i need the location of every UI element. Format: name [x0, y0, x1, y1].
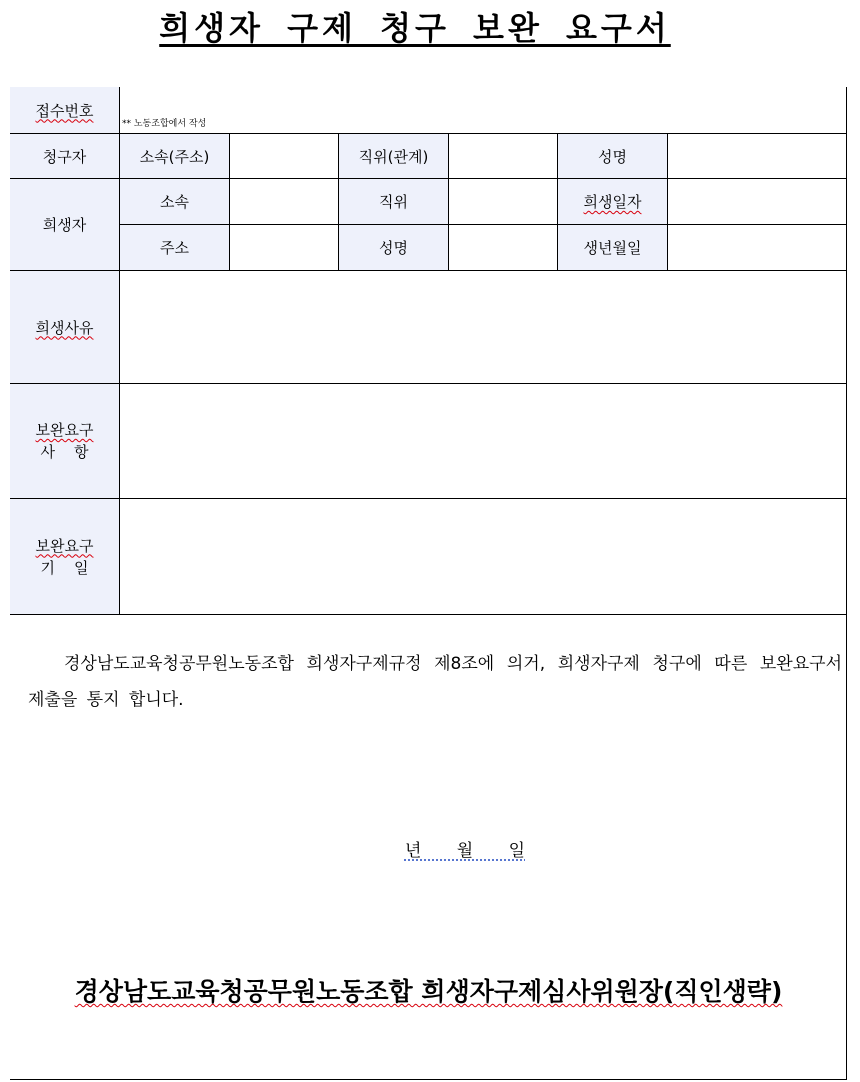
victim-position-label-cell — [339, 179, 449, 225]
document-title: 희생자 구제 청구 보완 요구서 — [159, 9, 671, 47]
receipt-number-field[interactable] — [120, 87, 847, 134]
receipt-label-cell — [10, 87, 120, 134]
claimant-affiliation-label-cell — [120, 134, 230, 179]
supplement-items-label-line2: 사 항 — [40, 443, 89, 461]
victim-position-label: 직위 — [379, 193, 408, 211]
victim-date-field[interactable] — [668, 179, 847, 225]
reason-field[interactable] — [120, 271, 847, 384]
victim-name-field[interactable] — [449, 225, 558, 271]
reason-label: 희생사유 — [35, 318, 94, 337]
supplement-deadline-label-line1: 보완요구 — [35, 536, 94, 555]
supplement-deadline-label-line2: 기 일 — [40, 558, 89, 577]
victim-address-field[interactable] — [230, 225, 339, 271]
supplement-items-field[interactable] — [120, 384, 847, 499]
claimant-label-cell — [10, 134, 120, 179]
claimant-label: 청구자 — [42, 147, 87, 166]
victim-birth-label: 생년월일 — [583, 239, 642, 257]
claimant-affiliation-field[interactable] — [230, 134, 339, 179]
claimant-name-label: 성명 — [598, 147, 627, 166]
receipt-note: ** 노동조합에서 작성 — [122, 119, 207, 129]
supplement-deadline-field[interactable] — [120, 499, 847, 615]
victim-date-label: 희생일자 — [583, 193, 642, 211]
notice-signature-text: 경상남도교육청공무원노동조합 희생자구제심사위원장(직인생략) — [74, 977, 783, 1006]
victim-name-label: 성명 — [379, 239, 408, 257]
victim-label-cell — [10, 179, 120, 271]
victim-position-field[interactable] — [449, 179, 558, 225]
victim-affiliation-label: 소속 — [160, 193, 189, 211]
claimant-name-label-cell — [558, 134, 668, 179]
notice-date-line: 년 월 일 — [404, 841, 526, 861]
victim-birth-field[interactable] — [668, 225, 847, 271]
victim-name-label-cell — [339, 225, 449, 271]
claimant-name-field[interactable] — [668, 134, 847, 179]
supplement-items-label-cell — [10, 384, 120, 499]
victim-date-label-cell — [558, 179, 668, 225]
victim-affiliation-field[interactable] — [230, 179, 339, 225]
claimant-affiliation-label: 소속(주소) — [139, 147, 210, 166]
supplement-items-label-line1: 보완요구 — [35, 421, 94, 439]
victim-birth-label-cell — [558, 225, 668, 271]
supplement-deadline-label-cell — [10, 499, 120, 615]
claimant-position-field[interactable] — [449, 134, 558, 179]
notice-body: 경상남도교육청공무원노동조합 희생자구제규정 제8조에 의거, 희생자구제 청구에 따른 보완요구서 제출을 통지 합니다. — [28, 654, 842, 710]
claimant-position-label-cell — [339, 134, 449, 179]
reason-label-cell — [10, 271, 120, 384]
victim-address-label-cell — [120, 225, 230, 271]
victim-label: 희생자 — [42, 216, 87, 234]
notice-signature — [10, 972, 847, 1008]
claimant-position-label: 직위(관계) — [358, 147, 429, 166]
receipt-label: 접수번호 — [35, 101, 94, 120]
victim-affiliation-label-cell — [120, 179, 230, 225]
victim-address-label: 주소 — [160, 239, 189, 257]
